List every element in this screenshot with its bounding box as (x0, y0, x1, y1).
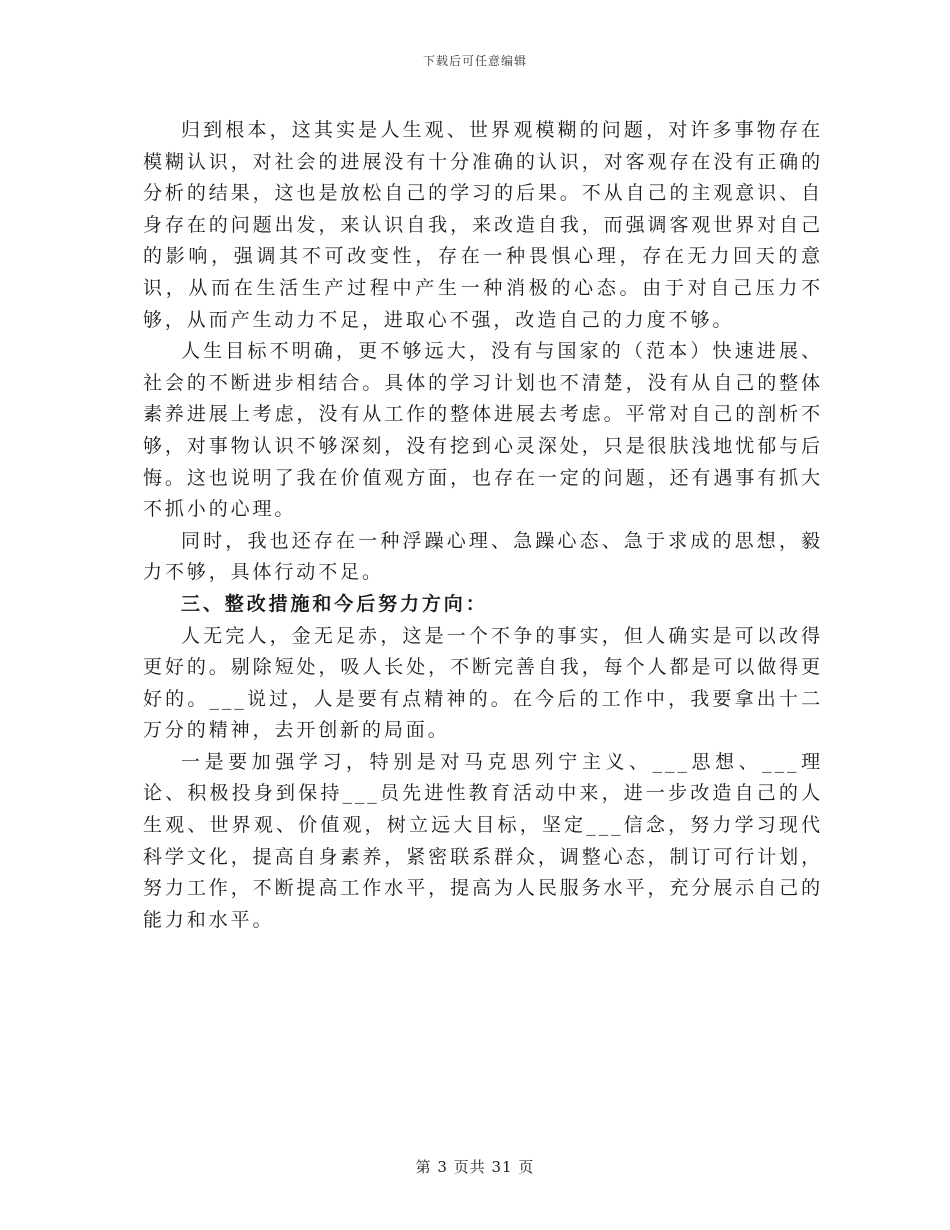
paragraph-strengthen-study: 一是要加强学习，特别是对马克思列宁主义、___思想、___理论、积极投身到保持___员先进性教育活动中来，进一步改造自己的人生观、世界观、价值观，树立远大目标，坚定___信念，努力学习现代科学文化，提高自身素养，紧密联系群众，调整心态，制订可行计划，努力工作，不断提高工作水平，提高为人民服务水平，充分展示自己的能力和水平。 (143, 750, 823, 931)
paragraph-root-cause: 归到根本，这其实是人生观、世界观模糊的问题，对许多事物存在模糊认识，对社会的进展没有十分准确的认识，对客观存在没有正确的分析的结果，这也是放松自己的学习的后果。不从自己的主观意识、自身存在的问题出发，来认识自我，来改造自我，而强调客观世界对自己的影响，强调其不可改变性，存在一种畏惧心理，存在无力回天的意识，从而在生活生产过程中产生一种消极的心态。由于对自己压力不够，从而产生动力不足，进取心不强，改造自己的力度不够。 (143, 119, 823, 331)
paragraph-life-goals: 人生目标不明确，更不够远大，没有与国家的（范本）快速进展、社会的不断进步相结合。具体的学习计划也不清楚，没有从自己的整体素养进展上考虑，没有从工作的整体进展去考虑。平常对自己的剖析不够，对事物认识不够深刻，没有挖到心灵深处，只是很肤浅地忧郁与后悔。这也说明了我在价值观方面，也存在一定的问题，还有遇事有抓大不抓小的心理。 (143, 340, 823, 521)
page-header: 下载后可任意编辑 (422, 54, 527, 68)
paragraph-nobody-perfect: 人无完人，金无足赤，这是一个不争的事实，但人确实是可以改得更好的。剔除短处，吸人长处，不断完善自我，每个人都是可以做得更好的。___说过，人是要有点精神的。在今后的工作中，我要拿出十二万分的精神，去开创新的局面。 (143, 624, 823, 742)
page-number-footer: 第 3 页共 31 页 (415, 1158, 535, 1176)
section-heading-rectification: 三、整改措施和今后努力方向： (181, 592, 488, 615)
document-body (143, 115, 823, 936)
paragraph-impatience: 同时，我也还存在一种浮躁心理、急躁心态、急于求成的思想，毅力不够，具体行动不足。 (143, 529, 823, 584)
